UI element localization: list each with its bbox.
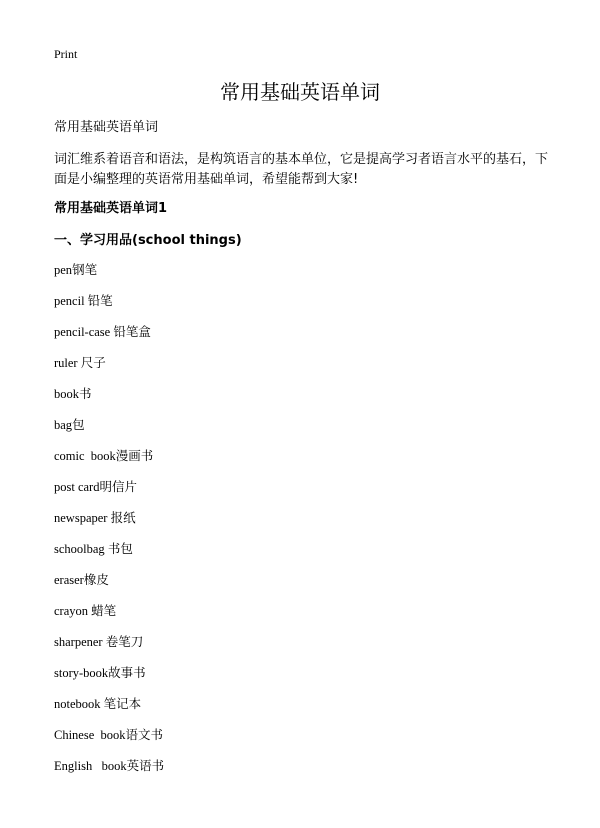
vocab-chinese: 书包 (107, 541, 133, 556)
section-heading: 常用基础英语单词1 (54, 201, 168, 216)
vocab-english: pen (54, 263, 73, 277)
vocabulary-list (54, 260, 164, 787)
intro-paragraph: 词汇维系着语音和语法，是构筑语言的基本单位，它是提高学习者语言水平的基石，下面是小编整理的英语常用基础单词，希望能帮到大家! (54, 152, 549, 187)
print-label: Print (54, 47, 78, 61)
vocab-item (54, 446, 164, 477)
vocab-english: schoolbag (54, 542, 108, 556)
vocab-chinese: 笔记本 (103, 696, 142, 711)
vocab-item (54, 508, 164, 539)
vocab-english: English book (54, 759, 127, 773)
category-heading: 一、学习用品(school things) (54, 233, 242, 248)
page-title: 常用基础英语单词 (220, 80, 380, 104)
vocab-english: sharpener (54, 635, 106, 649)
vocab-item (54, 322, 164, 353)
vocab-item (54, 632, 164, 663)
vocab-english: notebook (54, 697, 104, 711)
vocab-chinese: 铅笔盒 (113, 324, 151, 339)
vocab-item (54, 601, 164, 632)
vocab-chinese: 卷笔刀 (105, 634, 144, 649)
document-subtitle: 常用基础英语单词 (54, 120, 159, 135)
vocab-english: eraser (54, 573, 84, 587)
vocab-item (54, 725, 164, 756)
vocab-item (54, 415, 164, 446)
vocab-english: pencil-case (54, 325, 114, 339)
vocab-item (54, 477, 164, 508)
vocab-chinese: 英语书 (126, 758, 165, 773)
vocab-english: bag (54, 418, 73, 432)
vocab-chinese: 尺子 (80, 355, 106, 370)
vocab-chinese: 明信片 (99, 479, 137, 494)
vocab-english: Chinese book (54, 728, 126, 742)
vocab-item (54, 260, 164, 291)
vocab-item (54, 353, 164, 384)
vocab-chinese: 钢笔 (72, 262, 98, 277)
vocab-english: comic book (54, 449, 116, 463)
vocab-item (54, 539, 164, 570)
vocab-chinese: 书 (79, 386, 92, 401)
vocab-english: story-book (54, 666, 109, 680)
vocab-item (54, 694, 164, 725)
vocab-item (54, 570, 164, 601)
vocab-chinese: 蜡笔 (91, 603, 117, 618)
vocab-english: post card (54, 480, 100, 494)
vocab-english: pencil (54, 294, 88, 308)
vocab-item (54, 663, 164, 694)
vocab-english: book (54, 387, 79, 401)
vocab-english: crayon (54, 604, 92, 618)
vocab-chinese: 语文书 (125, 727, 164, 742)
vocab-chinese: 报纸 (110, 510, 136, 525)
vocab-chinese: 铅笔 (87, 293, 113, 308)
vocab-item (54, 384, 164, 415)
vocab-chinese: 包 (72, 417, 85, 432)
vocab-english: ruler (54, 356, 81, 370)
vocab-item (54, 756, 164, 787)
vocab-english: newspaper (54, 511, 111, 525)
vocab-item (54, 291, 164, 322)
vocab-chinese: 橡皮 (83, 572, 109, 587)
vocab-chinese: 故事书 (108, 665, 146, 680)
vocab-chinese: 漫画书 (115, 448, 154, 463)
